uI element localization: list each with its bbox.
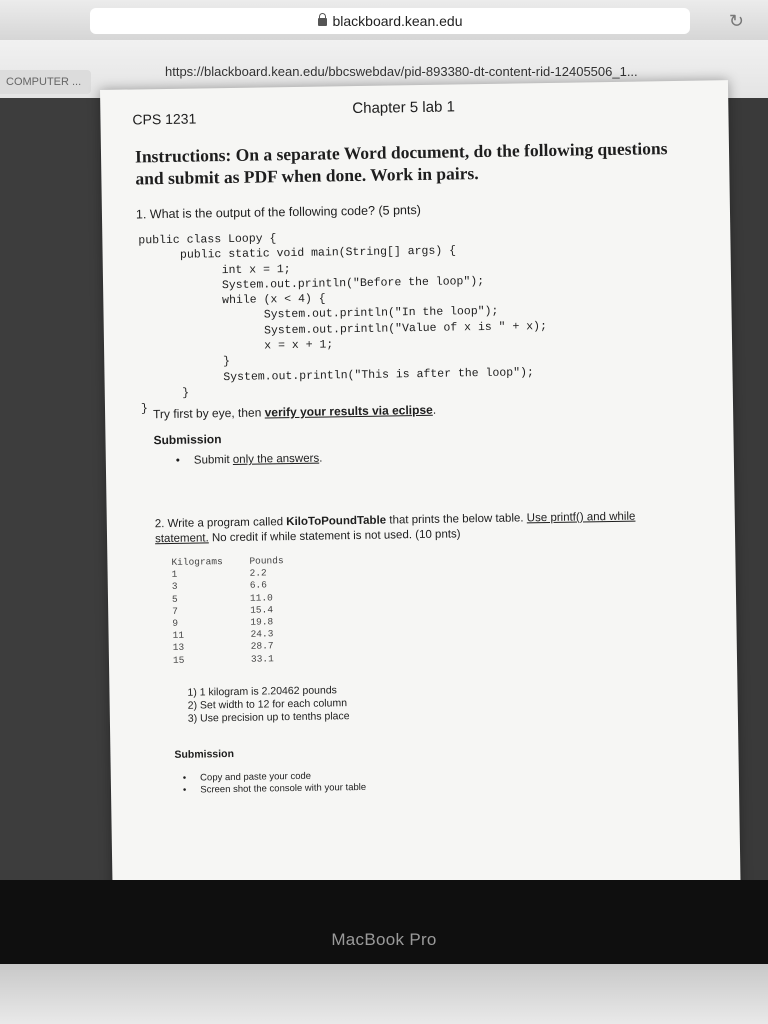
browser-toolbar [0, 0, 768, 40]
course-code: CPS 1231 [132, 110, 197, 128]
header-pounds: Pounds [249, 555, 284, 567]
list-item: 1) 1 kilogram is 2.20462 pounds [187, 684, 337, 699]
left-screen-area [0, 98, 112, 888]
try-suffix: . [432, 402, 437, 417]
pdf-document [100, 80, 741, 920]
list-item [176, 453, 323, 467]
domain-label: blackboard.kean.edu [332, 13, 463, 29]
class-name: KiloToPoundTable [286, 514, 387, 529]
rules-list [187, 684, 349, 726]
chapter-title: Chapter 5 lab 1 [352, 98, 456, 118]
tab-document-url[interactable]: https://blackboard.kean.edu/bbcswebdav/pid-893380-dt-content-rid-12405506_1... [165, 64, 638, 79]
question-1: 1. What is the output of the following code? (5 pnts) [135, 202, 421, 222]
lb-cell: 19.8 [250, 616, 274, 628]
list-item: 3) Use precision up to tenths place [187, 710, 350, 725]
answers-link[interactable]: only the answers [232, 452, 320, 466]
header-kilograms: Kilograms [171, 556, 223, 568]
q2-mid: that prints the below table. [386, 512, 527, 527]
table-header-row [171, 555, 283, 569]
submission-2-list [183, 770, 367, 797]
kg-cell: 7 [172, 605, 178, 617]
lb-cell: 11.0 [249, 591, 273, 604]
laptop-label: MacBook Pro [331, 930, 437, 949]
q2-prefix: 2. Write a program called [154, 516, 287, 531]
list-item: 2) Set width to 12 for each column [187, 697, 348, 712]
q2-suffix: No credit if while statement is not used. (10 pnts) [208, 528, 461, 545]
submission-2-title: Submission [174, 747, 235, 761]
kg-cell: 3 [171, 581, 178, 593]
lb-cell: 24.3 [250, 628, 274, 640]
lb-cell: 28.7 [250, 640, 274, 653]
lb-cell: 6.6 [249, 579, 267, 592]
laptop-keyboard-deck [0, 964, 768, 1024]
instructions: Instructions: On a separate Word document, do the following questions and submit as PDF when done. Work in pairs. [134, 138, 668, 189]
list-item: • Copy and paste your code [183, 770, 366, 785]
code-block: public class Loopy { public static void main(String[] args) { int x = 1; System.out.println("Before the loop"); while (x < 4) { System.out.println("In the loop"); System.out.println("Value of x is " + x); x = x + 1; } System.out.println("This is after the loop"); } } [138, 232, 548, 416]
kg-cell: 9 [172, 617, 179, 629]
tab-computer[interactable]: COMPUTER ... [0, 70, 91, 94]
laptop-bezel [0, 880, 768, 964]
kg-cell: 13 [172, 642, 185, 654]
lb-cell: 15.4 [250, 604, 274, 616]
printf-link[interactable]: Use printf() and while statement. [154, 510, 636, 546]
submission-1-title: Submission [153, 432, 222, 448]
verify-link[interactable]: verify your results via eclipse [264, 402, 433, 420]
kilo-pound-table [171, 555, 285, 667]
address-bar[interactable] [90, 8, 690, 34]
submit-suffix: . [319, 452, 323, 465]
reload-icon[interactable]: ↻ [728, 11, 744, 31]
lb-cell: 33.1 [250, 652, 274, 665]
kg-cell: 15 [172, 654, 185, 666]
submission-1-list [176, 453, 323, 467]
table-row [173, 653, 285, 667]
kg-cell: 5 [171, 593, 178, 605]
lock-icon [318, 18, 327, 26]
lb-cell: 2.2 [249, 567, 267, 579]
kg-cell: 1 [171, 569, 178, 581]
try-prefix: Try first by eye, then [152, 405, 265, 422]
question-2 [155, 509, 675, 547]
list-item: • Screen shot the console with your table [183, 782, 366, 797]
submit-prefix: Submit [193, 453, 233, 467]
kg-cell: 11 [172, 629, 185, 642]
